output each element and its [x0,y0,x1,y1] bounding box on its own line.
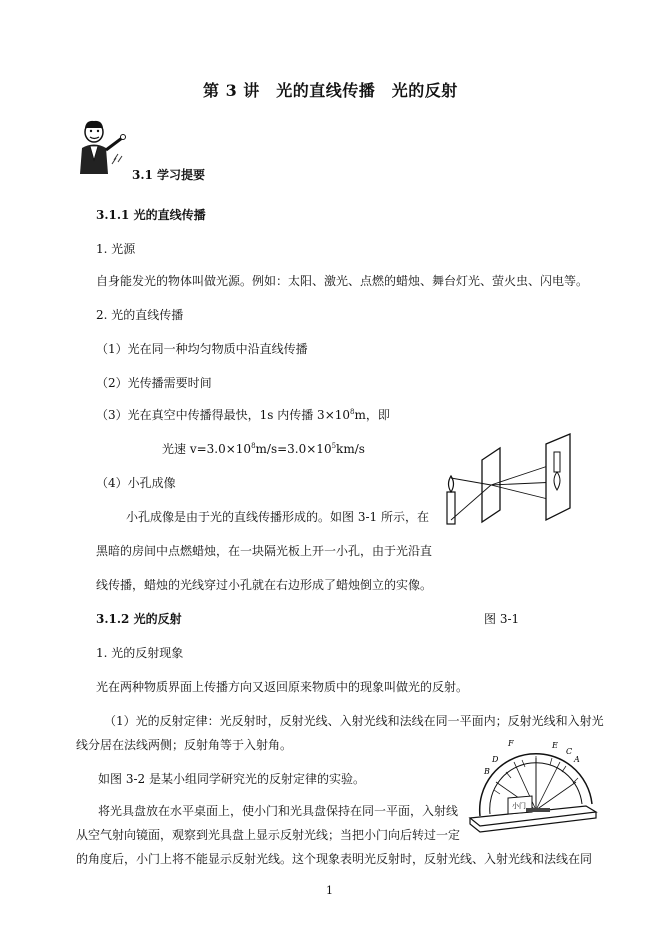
point-label-E: E [552,741,558,750]
paragraph: 小孔成像是由于光的直线传播形成的。如图 3-1 所示，在 [126,510,429,524]
text: 光速 v=3.0×10 [162,442,252,456]
paragraph: 黑暗的房间中点燃蜡烛，在一块隔光板上开一小孔，由于光沿直 [96,544,433,558]
paragraph: 将光具盘放在水平桌面上，使小门和光具盘保持在同一平面，入射线 [98,804,459,818]
paragraph: 光在两种物质界面上传播方向又返回原来物质中的现象叫做光的反射。 [96,680,469,694]
paragraph: （1）光的反射定律：光反射时，反射光线、入射光线和法线在同一平面内；反射光线和入射光 [104,714,604,728]
text: （3）光在真空中传播得最快，1s 内传播 3×10 [96,408,351,422]
subsection-heading: 3.1.2 光的反射 [96,612,182,626]
paragraph: （2）光传播需要时间 [96,376,212,390]
exponent: 5 [331,442,337,450]
point-label-A: A [574,755,580,764]
paragraph: （4）小孔成像 [96,476,176,490]
optical-disk-figure [466,732,600,842]
paragraph: 线传播，蜡烛的光线穿过小孔就在右边形成了蜡烛倒立的实像。 [96,578,433,592]
subsection-heading: 3.1.1 光的直线传播 [96,208,206,222]
point-label-B: B [484,767,490,776]
point-label-C: C [566,747,573,756]
page-number: 1 [326,884,333,897]
pinhole-figure [438,430,580,530]
paragraph [96,406,390,423]
item-heading: 2. 光的直线传播 [96,308,184,322]
item-heading: 1. 光的反射现象 [96,646,184,660]
page-title: 第 3 讲 光的直线传播 光的反射 [203,81,458,100]
text: km/s [336,442,365,456]
exponent: 8 [350,408,355,416]
paragraph: 线分居在法线两侧；反射角等于入射角。 [76,738,293,752]
figure-caption: 图 3-1 [484,612,520,626]
teacher-illustration [72,116,134,178]
item-heading: 1. 光源 [96,242,136,256]
door-label: 小门 [512,802,526,810]
text: m，即 [354,408,390,422]
point-label-F: F [508,739,514,748]
formula [162,440,365,457]
text: m/s=3.0×10 [255,442,332,456]
paragraph: 从空气射向镜面，观察到光具盘上显示反射光线；当把小门向后转过一定 [76,828,461,842]
paragraph: （1）光在同一种均匀物质中沿直线传播 [96,342,308,356]
paragraph: 如图 3-2 是某小组同学研究光的反射定律的实验。 [98,772,365,786]
paragraph: 自身能发光的物体叫做光源。例如：太阳、激光、点燃的蜡烛、舞台灯光、萤火虫、闪电等。 [96,274,589,288]
exponent: 8 [251,442,256,450]
point-label-D: D [492,755,499,764]
section-heading: 3.1 学习提要 [132,168,206,182]
paragraph: 的角度后，小门上将不能显示反射光线。这个现象表明光反射时，反射光线、入射光线和法线在同 [76,852,593,866]
